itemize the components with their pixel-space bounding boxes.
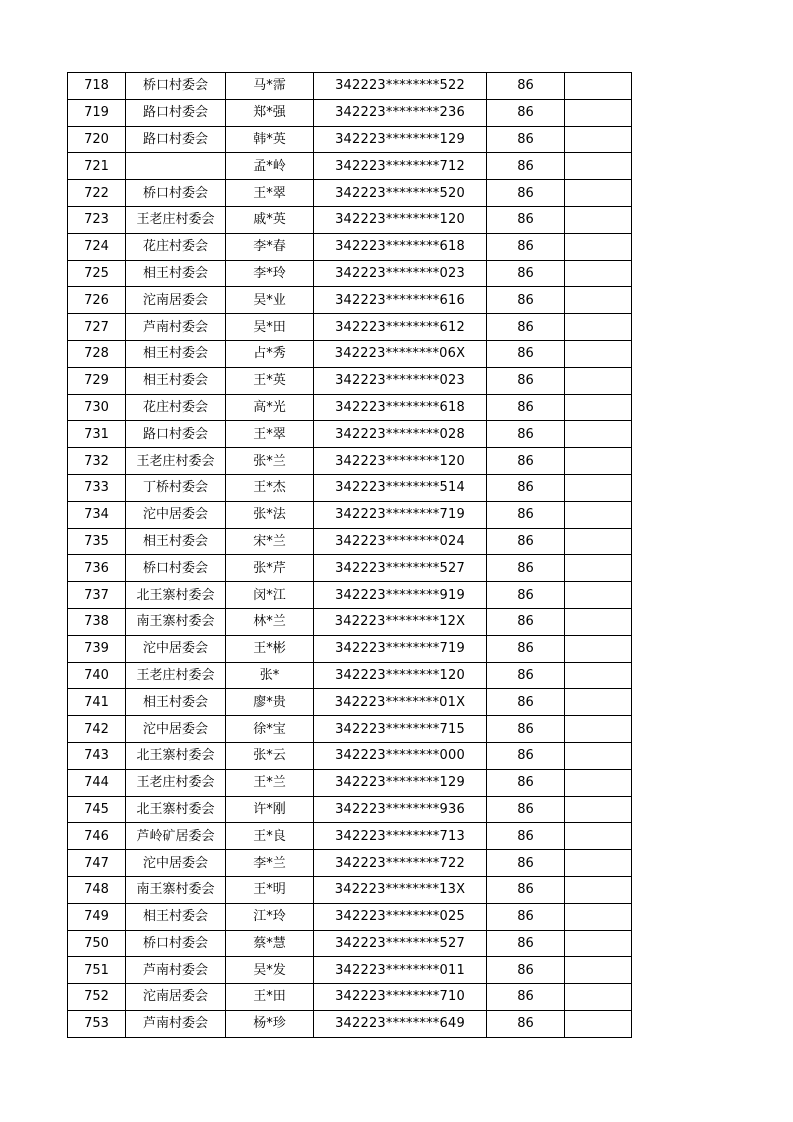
note-cell <box>565 1010 632 1037</box>
roster-table <box>67 72 632 1038</box>
unit-cell: 桥口村委会 <box>126 930 226 957</box>
row-number-cell: 729 <box>68 367 126 394</box>
table-row <box>68 930 632 957</box>
id-number-cell: 342223********527 <box>314 930 487 957</box>
row-number-cell: 731 <box>68 421 126 448</box>
note-cell <box>565 582 632 609</box>
row-number-cell: 719 <box>68 99 126 126</box>
amount-cell: 86 <box>487 823 565 850</box>
note-cell <box>565 635 632 662</box>
table-row <box>68 394 632 421</box>
amount-cell: 86 <box>487 742 565 769</box>
person-name-cell: 王*杰 <box>226 474 314 501</box>
id-number-cell: 342223********011 <box>314 957 487 984</box>
id-number-cell: 342223********919 <box>314 582 487 609</box>
id-number-cell: 342223********025 <box>314 903 487 930</box>
unit-cell: 芦岭矿居委会 <box>126 823 226 850</box>
id-number-cell: 342223********719 <box>314 501 487 528</box>
note-cell <box>565 984 632 1011</box>
row-number-cell: 748 <box>68 876 126 903</box>
id-number-cell: 342223********120 <box>314 662 487 689</box>
row-number-cell: 747 <box>68 850 126 877</box>
person-name-cell: 郑*强 <box>226 99 314 126</box>
unit-cell: 相王村委会 <box>126 903 226 930</box>
note-cell <box>565 206 632 233</box>
note-cell <box>565 608 632 635</box>
id-number-cell: 342223********710 <box>314 984 487 1011</box>
table-row <box>68 1010 632 1037</box>
unit-cell: 王老庄村委会 <box>126 662 226 689</box>
amount-cell: 86 <box>487 555 565 582</box>
table-row <box>68 662 632 689</box>
person-name-cell: 吴*业 <box>226 287 314 314</box>
row-number-cell: 720 <box>68 126 126 153</box>
unit-cell: 北王寨村委会 <box>126 796 226 823</box>
note-cell <box>565 287 632 314</box>
person-name-cell: 王*彬 <box>226 635 314 662</box>
note-cell <box>565 153 632 180</box>
person-name-cell: 王*翠 <box>226 180 314 207</box>
amount-cell: 86 <box>487 1010 565 1037</box>
note-cell <box>565 796 632 823</box>
row-number-cell: 738 <box>68 608 126 635</box>
id-number-cell: 342223********649 <box>314 1010 487 1037</box>
table-row <box>68 716 632 743</box>
amount-cell: 86 <box>487 340 565 367</box>
table-row <box>68 769 632 796</box>
row-number-cell: 741 <box>68 689 126 716</box>
unit-cell: 南王寨村委会 <box>126 876 226 903</box>
table-row <box>68 233 632 260</box>
row-number-cell: 746 <box>68 823 126 850</box>
person-name-cell: 宋*兰 <box>226 528 314 555</box>
id-number-cell: 342223********024 <box>314 528 487 555</box>
unit-cell: 芦南村委会 <box>126 314 226 341</box>
amount-cell: 86 <box>487 394 565 421</box>
id-number-cell: 342223********028 <box>314 421 487 448</box>
note-cell <box>565 421 632 448</box>
table-row <box>68 421 632 448</box>
unit-cell: 沱中居委会 <box>126 501 226 528</box>
row-number-cell: 752 <box>68 984 126 1011</box>
note-cell <box>565 99 632 126</box>
note-cell <box>565 555 632 582</box>
unit-cell: 沱中居委会 <box>126 635 226 662</box>
table-row <box>68 957 632 984</box>
id-number-cell: 342223********000 <box>314 742 487 769</box>
amount-cell: 86 <box>487 260 565 287</box>
note-cell <box>565 662 632 689</box>
row-number-cell: 742 <box>68 716 126 743</box>
person-name-cell: 王*良 <box>226 823 314 850</box>
person-name-cell: 张* <box>226 662 314 689</box>
amount-cell: 86 <box>487 287 565 314</box>
note-cell <box>565 501 632 528</box>
id-number-cell: 342223********719 <box>314 635 487 662</box>
row-number-cell: 718 <box>68 73 126 100</box>
table-row <box>68 474 632 501</box>
amount-cell: 86 <box>487 769 565 796</box>
unit-cell: 路口村委会 <box>126 126 226 153</box>
amount-cell: 86 <box>487 608 565 635</box>
row-number-cell: 735 <box>68 528 126 555</box>
amount-cell: 86 <box>487 984 565 1011</box>
table-row <box>68 153 632 180</box>
id-number-cell: 342223********936 <box>314 796 487 823</box>
table-row <box>68 608 632 635</box>
amount-cell: 86 <box>487 876 565 903</box>
note-cell <box>565 260 632 287</box>
person-name-cell: 吴*田 <box>226 314 314 341</box>
note-cell <box>565 367 632 394</box>
table-row <box>68 180 632 207</box>
amount-cell: 86 <box>487 635 565 662</box>
id-number-cell: 342223********236 <box>314 99 487 126</box>
person-name-cell: 孟*岭 <box>226 153 314 180</box>
amount-cell: 86 <box>487 206 565 233</box>
table-row <box>68 635 632 662</box>
unit-cell: 北王寨村委会 <box>126 582 226 609</box>
table-row <box>68 501 632 528</box>
amount-cell: 86 <box>487 233 565 260</box>
note-cell <box>565 903 632 930</box>
id-number-cell: 342223********120 <box>314 448 487 475</box>
row-number-cell: 734 <box>68 501 126 528</box>
id-number-cell: 342223********618 <box>314 233 487 260</box>
amount-cell: 86 <box>487 314 565 341</box>
person-name-cell: 李*春 <box>226 233 314 260</box>
person-name-cell: 徐*宝 <box>226 716 314 743</box>
amount-cell: 86 <box>487 528 565 555</box>
note-cell <box>565 180 632 207</box>
row-number-cell: 743 <box>68 742 126 769</box>
person-name-cell: 杨*珍 <box>226 1010 314 1037</box>
row-number-cell: 725 <box>68 260 126 287</box>
table-row <box>68 876 632 903</box>
id-number-cell: 342223********520 <box>314 180 487 207</box>
row-number-cell: 724 <box>68 233 126 260</box>
id-number-cell: 342223********12X <box>314 608 487 635</box>
person-name-cell: 吴*发 <box>226 957 314 984</box>
amount-cell: 86 <box>487 689 565 716</box>
row-number-cell: 736 <box>68 555 126 582</box>
unit-cell: 桥口村委会 <box>126 73 226 100</box>
id-number-cell: 342223********129 <box>314 769 487 796</box>
id-number-cell: 342223********129 <box>314 126 487 153</box>
table-row <box>68 340 632 367</box>
amount-cell: 86 <box>487 180 565 207</box>
person-name-cell: 李*玲 <box>226 260 314 287</box>
unit-cell: 沱中居委会 <box>126 850 226 877</box>
person-name-cell: 蔡*慧 <box>226 930 314 957</box>
amount-cell: 86 <box>487 448 565 475</box>
amount-cell: 86 <box>487 796 565 823</box>
id-number-cell: 342223********06X <box>314 340 487 367</box>
person-name-cell: 马*霈 <box>226 73 314 100</box>
amount-cell: 86 <box>487 930 565 957</box>
id-number-cell: 342223********612 <box>314 314 487 341</box>
amount-cell: 86 <box>487 73 565 100</box>
table-row <box>68 823 632 850</box>
id-number-cell: 342223********120 <box>314 206 487 233</box>
note-cell <box>565 823 632 850</box>
person-name-cell: 占*秀 <box>226 340 314 367</box>
row-number-cell: 739 <box>68 635 126 662</box>
person-name-cell: 高*光 <box>226 394 314 421</box>
unit-cell: 南王寨村委会 <box>126 608 226 635</box>
table-row <box>68 555 632 582</box>
unit-cell: 相王村委会 <box>126 367 226 394</box>
row-number-cell: 722 <box>68 180 126 207</box>
note-cell <box>565 340 632 367</box>
row-number-cell: 740 <box>68 662 126 689</box>
person-name-cell: 闵*江 <box>226 582 314 609</box>
table-row <box>68 287 632 314</box>
note-cell <box>565 73 632 100</box>
id-number-cell: 342223********514 <box>314 474 487 501</box>
amount-cell: 86 <box>487 421 565 448</box>
person-name-cell: 王*兰 <box>226 769 314 796</box>
unit-cell: 王老庄村委会 <box>126 769 226 796</box>
person-name-cell: 张*法 <box>226 501 314 528</box>
id-number-cell: 342223********712 <box>314 153 487 180</box>
amount-cell: 86 <box>487 582 565 609</box>
id-number-cell: 342223********618 <box>314 394 487 421</box>
amount-cell: 86 <box>487 716 565 743</box>
amount-cell: 86 <box>487 957 565 984</box>
id-number-cell: 342223********023 <box>314 260 487 287</box>
note-cell <box>565 448 632 475</box>
table-row <box>68 796 632 823</box>
person-name-cell: 王*英 <box>226 367 314 394</box>
note-cell <box>565 876 632 903</box>
row-number-cell: 753 <box>68 1010 126 1037</box>
row-number-cell: 727 <box>68 314 126 341</box>
row-number-cell: 744 <box>68 769 126 796</box>
unit-cell: 路口村委会 <box>126 99 226 126</box>
table-row <box>68 689 632 716</box>
unit-cell: 王老庄村委会 <box>126 206 226 233</box>
person-name-cell: 江*玲 <box>226 903 314 930</box>
table-row <box>68 742 632 769</box>
row-number-cell: 726 <box>68 287 126 314</box>
unit-cell: 相王村委会 <box>126 528 226 555</box>
person-name-cell: 林*兰 <box>226 608 314 635</box>
unit-cell: 相王村委会 <box>126 340 226 367</box>
person-name-cell: 韩*英 <box>226 126 314 153</box>
unit-cell <box>126 153 226 180</box>
amount-cell: 86 <box>487 850 565 877</box>
unit-cell: 沱南居委会 <box>126 984 226 1011</box>
id-number-cell: 342223********527 <box>314 555 487 582</box>
person-name-cell: 张*芹 <box>226 555 314 582</box>
person-name-cell: 王*明 <box>226 876 314 903</box>
table-row <box>68 126 632 153</box>
unit-cell: 芦南村委会 <box>126 957 226 984</box>
unit-cell: 桥口村委会 <box>126 180 226 207</box>
amount-cell: 86 <box>487 474 565 501</box>
table-row <box>68 314 632 341</box>
table-row <box>68 903 632 930</box>
amount-cell: 86 <box>487 99 565 126</box>
note-cell <box>565 126 632 153</box>
table-row <box>68 367 632 394</box>
unit-cell: 相王村委会 <box>126 689 226 716</box>
person-name-cell: 戚*英 <box>226 206 314 233</box>
row-number-cell: 751 <box>68 957 126 984</box>
note-cell <box>565 716 632 743</box>
amount-cell: 86 <box>487 903 565 930</box>
unit-cell: 王老庄村委会 <box>126 448 226 475</box>
row-number-cell: 730 <box>68 394 126 421</box>
unit-cell: 沱中居委会 <box>126 716 226 743</box>
unit-cell: 相王村委会 <box>126 260 226 287</box>
unit-cell: 丁桥村委会 <box>126 474 226 501</box>
unit-cell: 芦南村委会 <box>126 1010 226 1037</box>
table-row <box>68 448 632 475</box>
unit-cell: 桥口村委会 <box>126 555 226 582</box>
table-row <box>68 528 632 555</box>
person-name-cell: 许*刚 <box>226 796 314 823</box>
person-name-cell: 廖*贵 <box>226 689 314 716</box>
note-cell <box>565 314 632 341</box>
unit-cell: 北王寨村委会 <box>126 742 226 769</box>
amount-cell: 86 <box>487 501 565 528</box>
unit-cell: 花庄村委会 <box>126 394 226 421</box>
id-number-cell: 342223********023 <box>314 367 487 394</box>
row-number-cell: 732 <box>68 448 126 475</box>
row-number-cell: 728 <box>68 340 126 367</box>
person-name-cell: 张*云 <box>226 742 314 769</box>
unit-cell: 路口村委会 <box>126 421 226 448</box>
id-number-cell: 342223********715 <box>314 716 487 743</box>
note-cell <box>565 957 632 984</box>
row-number-cell: 737 <box>68 582 126 609</box>
table-row <box>68 984 632 1011</box>
table-row <box>68 260 632 287</box>
roster-table-body <box>68 73 632 1038</box>
row-number-cell: 733 <box>68 474 126 501</box>
row-number-cell: 750 <box>68 930 126 957</box>
id-number-cell: 342223********722 <box>314 850 487 877</box>
table-row <box>68 582 632 609</box>
person-name-cell: 王*翠 <box>226 421 314 448</box>
amount-cell: 86 <box>487 153 565 180</box>
note-cell <box>565 930 632 957</box>
note-cell <box>565 689 632 716</box>
note-cell <box>565 528 632 555</box>
unit-cell: 沱南居委会 <box>126 287 226 314</box>
amount-cell: 86 <box>487 126 565 153</box>
person-name-cell: 李*兰 <box>226 850 314 877</box>
note-cell <box>565 769 632 796</box>
note-cell <box>565 394 632 421</box>
row-number-cell: 749 <box>68 903 126 930</box>
amount-cell: 86 <box>487 662 565 689</box>
row-number-cell: 721 <box>68 153 126 180</box>
id-number-cell: 342223********616 <box>314 287 487 314</box>
id-number-cell: 342223********713 <box>314 823 487 850</box>
unit-cell: 花庄村委会 <box>126 233 226 260</box>
note-cell <box>565 233 632 260</box>
id-number-cell: 342223********01X <box>314 689 487 716</box>
row-number-cell: 723 <box>68 206 126 233</box>
amount-cell: 86 <box>487 367 565 394</box>
person-name-cell: 张*兰 <box>226 448 314 475</box>
table-row <box>68 206 632 233</box>
note-cell <box>565 742 632 769</box>
table-row <box>68 99 632 126</box>
table-row <box>68 850 632 877</box>
row-number-cell: 745 <box>68 796 126 823</box>
id-number-cell: 342223********13X <box>314 876 487 903</box>
note-cell <box>565 850 632 877</box>
id-number-cell: 342223********522 <box>314 73 487 100</box>
person-name-cell: 王*田 <box>226 984 314 1011</box>
note-cell <box>565 474 632 501</box>
table-row <box>68 73 632 100</box>
